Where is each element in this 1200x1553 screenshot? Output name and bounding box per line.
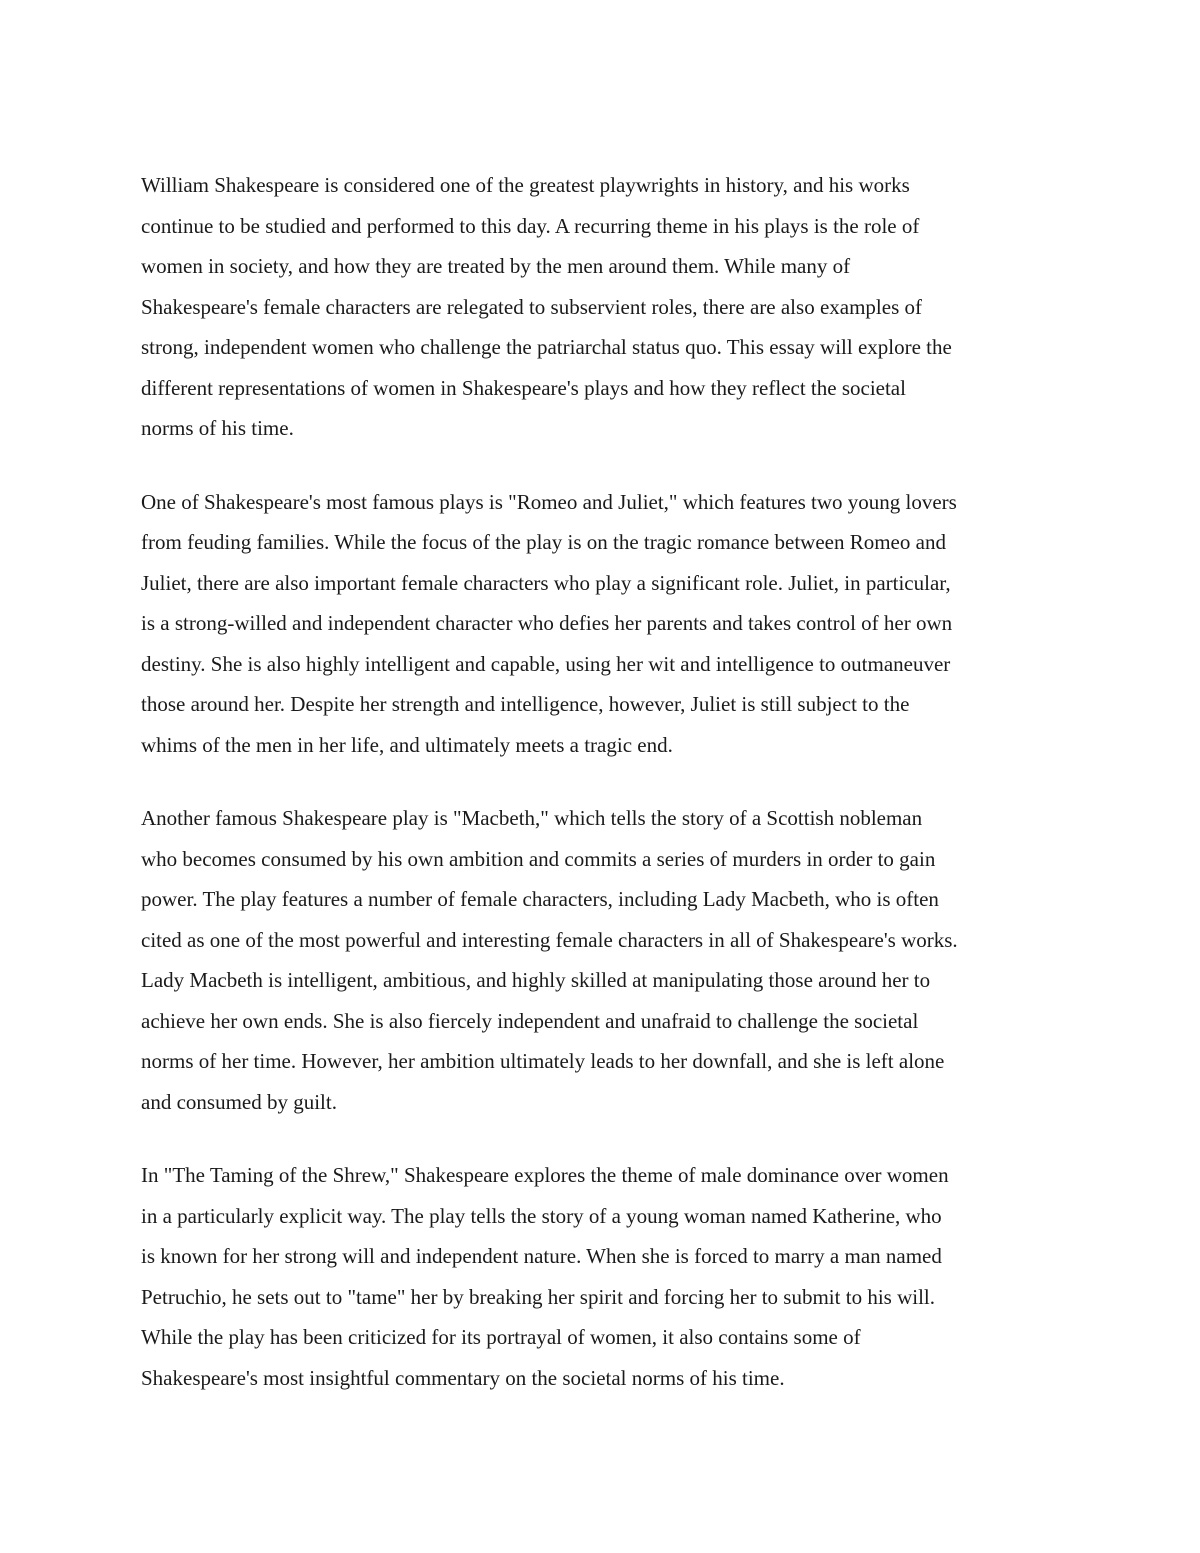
paragraph-line: Lady Macbeth is intelligent, ambitious, and highly skilled at manipulating those around her to bbox=[141, 968, 931, 992]
paragraph-line: who becomes consumed by his own ambition and commits a series of murders in order to gain bbox=[141, 846, 936, 871]
paragraph-line: One of Shakespeare's most famous plays is "Romeo and Juliet," which features two young lovers bbox=[141, 489, 957, 514]
paragraph-line: those around her. Despite her strength and intelligence, however, Juliet is still subject to the bbox=[141, 692, 910, 716]
paragraph-line: cited as one of the most powerful and interesting female characters in all of Shakespeare's works. bbox=[141, 927, 958, 952]
paragraph-line: Shakespeare's female characters are relegated to subservient roles, there are also examples of bbox=[141, 294, 922, 319]
paragraph-1 bbox=[141, 165, 1066, 449]
document-body bbox=[141, 165, 1066, 1431]
paragraph-line: achieve her own ends. She is also fiercely independent and unafraid to challenge the societal bbox=[141, 1008, 919, 1033]
paragraph-line: While the play has been criticized for its portrayal of women, it also contains some of bbox=[141, 1325, 861, 1349]
paragraph-line: is known for her strong will and independent nature. When she is forced to marry a man named bbox=[141, 1244, 942, 1268]
paragraph-line: different representations of women in Shakespeare's plays and how they reflect the societal bbox=[141, 375, 906, 400]
paragraph-line: In "The Taming of the Shrew," Shakespeare explores the theme of male dominance over women bbox=[141, 1163, 949, 1187]
paragraph-line: William Shakespeare is considered one of the greatest playwrights in history, and his works bbox=[141, 173, 910, 197]
paragraph-line: Juliet, there are also important female characters who play a significant role. Juliet, in particular, bbox=[141, 570, 951, 595]
paragraph-4 bbox=[141, 1155, 1066, 1398]
paragraph-line: from feuding families. While the focus of the play is on the tragic romance between Romeo and bbox=[141, 530, 946, 554]
paragraph-line: and consumed by guilt. bbox=[141, 1089, 337, 1114]
paragraph-line: power. The play features a number of female characters, including Lady Macbeth, who is often bbox=[141, 887, 939, 911]
paragraph-line: destiny. She is also highly intelligent and capable, using her wit and intelligence to outmaneuver bbox=[141, 651, 951, 676]
paragraph-line: continue to be studied and performed to this day. A recurring theme in his plays is the role of bbox=[141, 213, 920, 238]
paragraph-line: Petruchio, he sets out to "tame" her by breaking her spirit and forcing her to submit to his will. bbox=[141, 1284, 935, 1309]
paragraph-line: women in society, and how they are treated by the men around them. While many of bbox=[141, 254, 851, 278]
paragraph-line: whims of the men in her life, and ultimately meets a tragic end. bbox=[141, 732, 673, 757]
paragraph-2 bbox=[141, 482, 1066, 766]
paragraph-line: Shakespeare's most insightful commentary on the societal norms of his time. bbox=[141, 1365, 785, 1390]
paragraph-line: norms of his time. bbox=[141, 416, 294, 440]
paragraph-line: in a particularly explicit way. The play tells the story of a young woman named Katherine, who bbox=[141, 1203, 942, 1228]
paragraph-3 bbox=[141, 798, 1066, 1122]
paragraph-line: Another famous Shakespeare play is "Macbeth," which tells the story of a Scottish nobleman bbox=[141, 806, 923, 830]
paragraph-line: norms of her time. However, her ambition ultimately leads to her downfall, and she is left alone bbox=[141, 1049, 945, 1073]
paragraph-line: is a strong-willed and independent character who defies her parents and takes control of her own bbox=[141, 611, 953, 635]
paragraph-line: strong, independent women who challenge the patriarchal status quo. This essay will explore the bbox=[141, 335, 952, 359]
